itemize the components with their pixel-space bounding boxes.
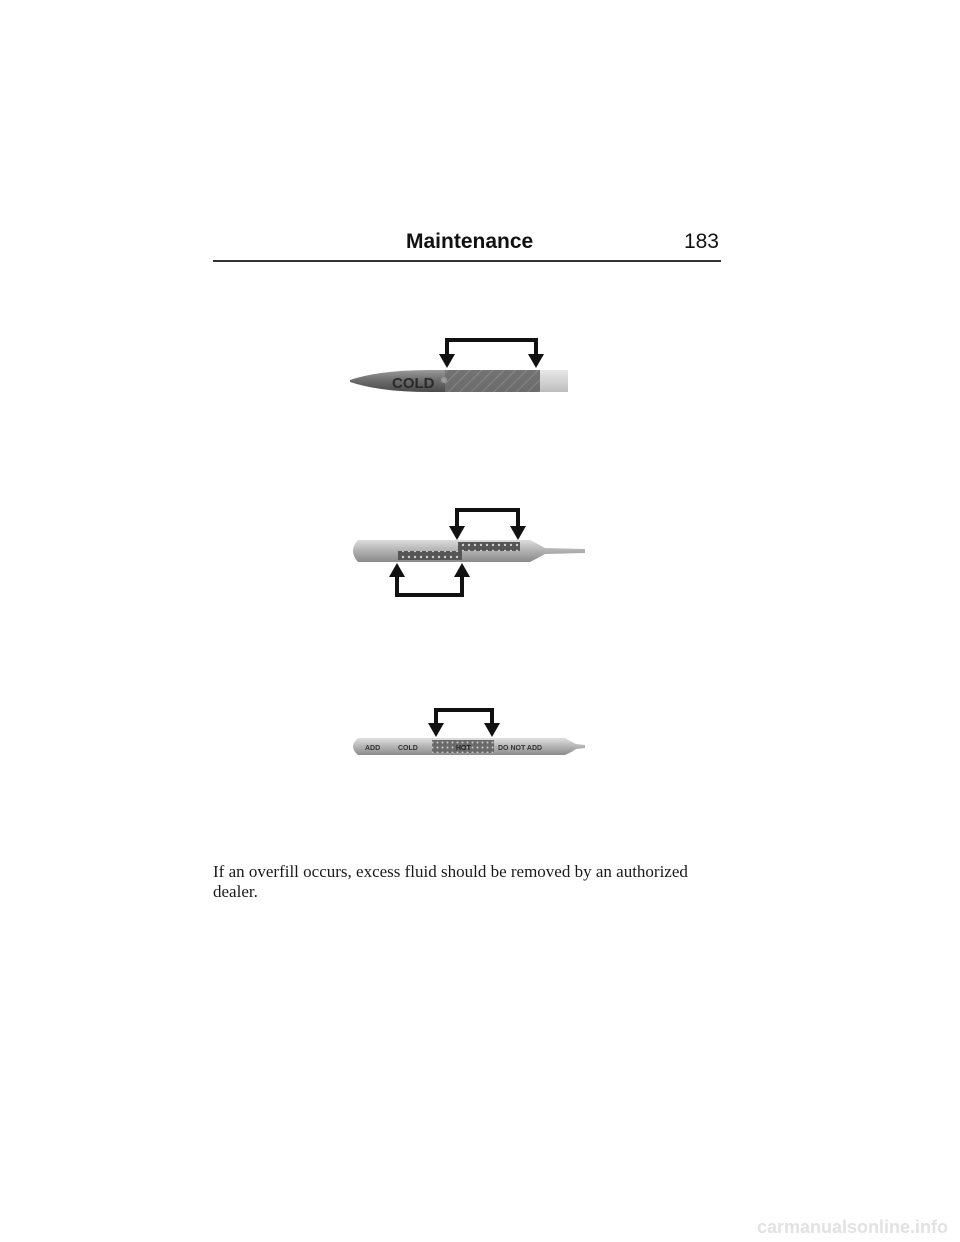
crosshatch-zone (445, 370, 540, 392)
overfill-paragraph: If an overfill occurs, excess fluid should be removed by an authorized dealer. (213, 862, 688, 901)
dipstick-cold-illustration (340, 330, 580, 410)
dipstick-figure-dual-range (340, 500, 590, 605)
cold-label: COLD (392, 375, 435, 392)
lower-range-arrow (389, 563, 470, 595)
hot-label: HOT (456, 745, 471, 752)
hot-range-zone (458, 542, 520, 551)
dipstick-hot-illustration (340, 700, 590, 770)
dipstick-figure-hot (340, 700, 590, 770)
cold-range-zone (398, 551, 462, 560)
dipstick-figure-cold (340, 330, 580, 410)
range-bracket-arrow (439, 340, 544, 368)
hole-marker (441, 377, 447, 383)
page-header (213, 226, 721, 264)
add-label: ADD (365, 745, 381, 752)
header-rule (213, 260, 721, 262)
dipstick-dual-illustration (340, 500, 590, 605)
cold-label: COLD (398, 745, 418, 752)
section-title: Maintenance (406, 230, 534, 253)
do-not-add-label: DO NOT ADD (498, 745, 543, 752)
page-number: 183 (683, 230, 719, 253)
hot-range-bracket-arrow (428, 710, 500, 737)
upper-range-arrow (449, 510, 526, 540)
watermark: carmanualsonline.info (756, 1217, 948, 1237)
dipstick-shaft (540, 370, 568, 392)
